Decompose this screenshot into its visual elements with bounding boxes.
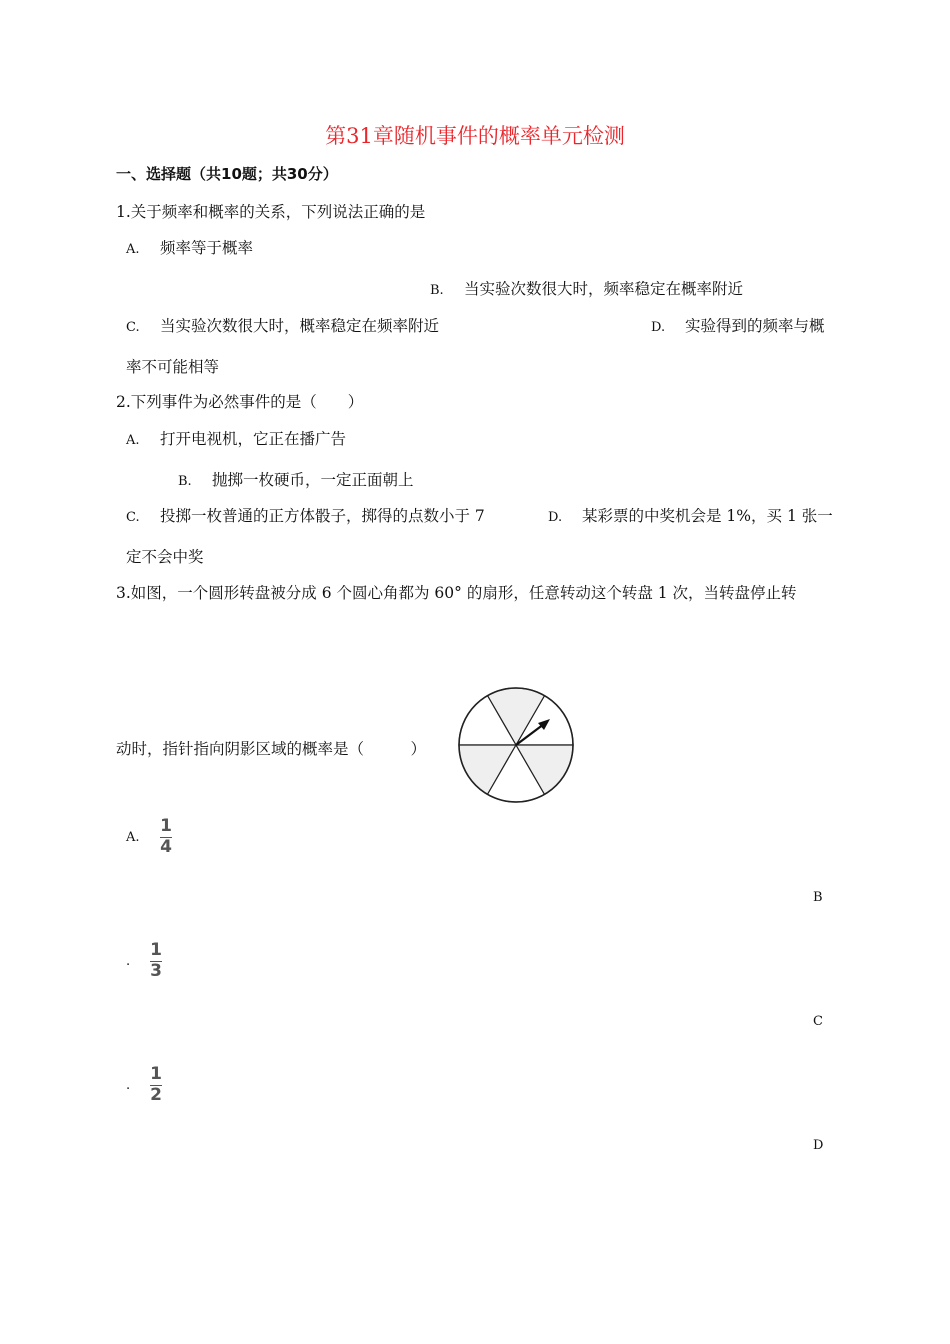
question-3-stem: 3.如图，一个圆形转盘被分成 6 个圆心角都为 60° 的扇形，任意转动这个转盘 1 次，当转盘停止转 [116, 584, 797, 602]
option-text: 当实验次数很大时，频率稳定在概率附近 [464, 280, 744, 298]
option-letter: D. [548, 510, 563, 525]
option-text: 抛掷一枚硬币，一定正面朝上 [212, 471, 414, 489]
question-1-option-d[interactable] [651, 314, 825, 336]
question-1-option-c[interactable] [126, 314, 439, 336]
question-3-option-d-letter[interactable]: D [813, 1138, 824, 1153]
option-letter: A. [126, 433, 140, 448]
option-text: 某彩票的中奖机会是 1%，买 1 张一 [582, 507, 833, 525]
fraction-one-half [150, 1066, 162, 1104]
fraction-numerator: 1 [150, 1064, 162, 1084]
option-dot: . [126, 953, 131, 969]
fraction-one-third [150, 942, 162, 980]
option-text: 频率等于概率 [160, 239, 254, 257]
option-letter: C. [126, 320, 140, 335]
fraction-denominator: 2 [150, 1085, 162, 1105]
question-3-option-c[interactable] [126, 1066, 162, 1104]
spinner-figure [455, 684, 577, 806]
fraction-numerator: 1 [160, 816, 172, 836]
question-3-stem-continued: 动时，指针指向阴影区域的概率是（ ） [116, 740, 427, 758]
question-1-option-b[interactable] [430, 277, 743, 299]
question-1-option-d-continued: 率不可能相等 [126, 358, 220, 376]
option-letter: A. [126, 242, 140, 257]
fraction-numerator: 1 [150, 940, 162, 960]
option-letter: B. [178, 474, 192, 489]
question-2-option-d[interactable] [548, 504, 833, 526]
option-letter: A. [126, 829, 140, 845]
option-letter: B. [430, 283, 444, 298]
fraction-denominator: 4 [160, 837, 172, 857]
question-1-stem: 1.关于频率和概率的关系，下列说法正确的是 [116, 203, 426, 221]
question-3-option-c-letter[interactable]: C [813, 1014, 823, 1029]
option-text: 打开电视机，它正在播广告 [160, 430, 347, 448]
fraction-denominator: 3 [150, 961, 162, 981]
question-3-option-b-letter[interactable]: B [813, 890, 823, 905]
question-3-option-a[interactable] [126, 818, 172, 856]
question-2-option-c[interactable] [126, 504, 485, 526]
option-letter: C. [126, 510, 140, 525]
question-2-option-a[interactable] [126, 427, 346, 449]
fraction-one-quarter [160, 818, 172, 856]
option-text: 投掷一枚普通的正方体骰子，掷得的点数小于 7 [160, 507, 485, 525]
question-2-option-b[interactable] [178, 468, 414, 490]
option-dot: . [126, 1077, 131, 1093]
page-title: 第31章随机事件的概率单元检测 [325, 124, 625, 148]
option-letter: D. [651, 320, 666, 335]
section-heading: 一、选择题（共10题；共30分） [116, 165, 338, 183]
question-2-stem: 2.下列事件为必然事件的是（ ） [116, 393, 364, 411]
question-3-option-b[interactable] [126, 942, 162, 980]
option-text: 实验得到的频率与概 [685, 317, 825, 335]
question-2-option-d-continued: 定不会中奖 [126, 548, 204, 566]
option-text: 当实验次数很大时，概率稳定在频率附近 [160, 317, 440, 335]
question-1-option-a[interactable] [126, 236, 253, 258]
